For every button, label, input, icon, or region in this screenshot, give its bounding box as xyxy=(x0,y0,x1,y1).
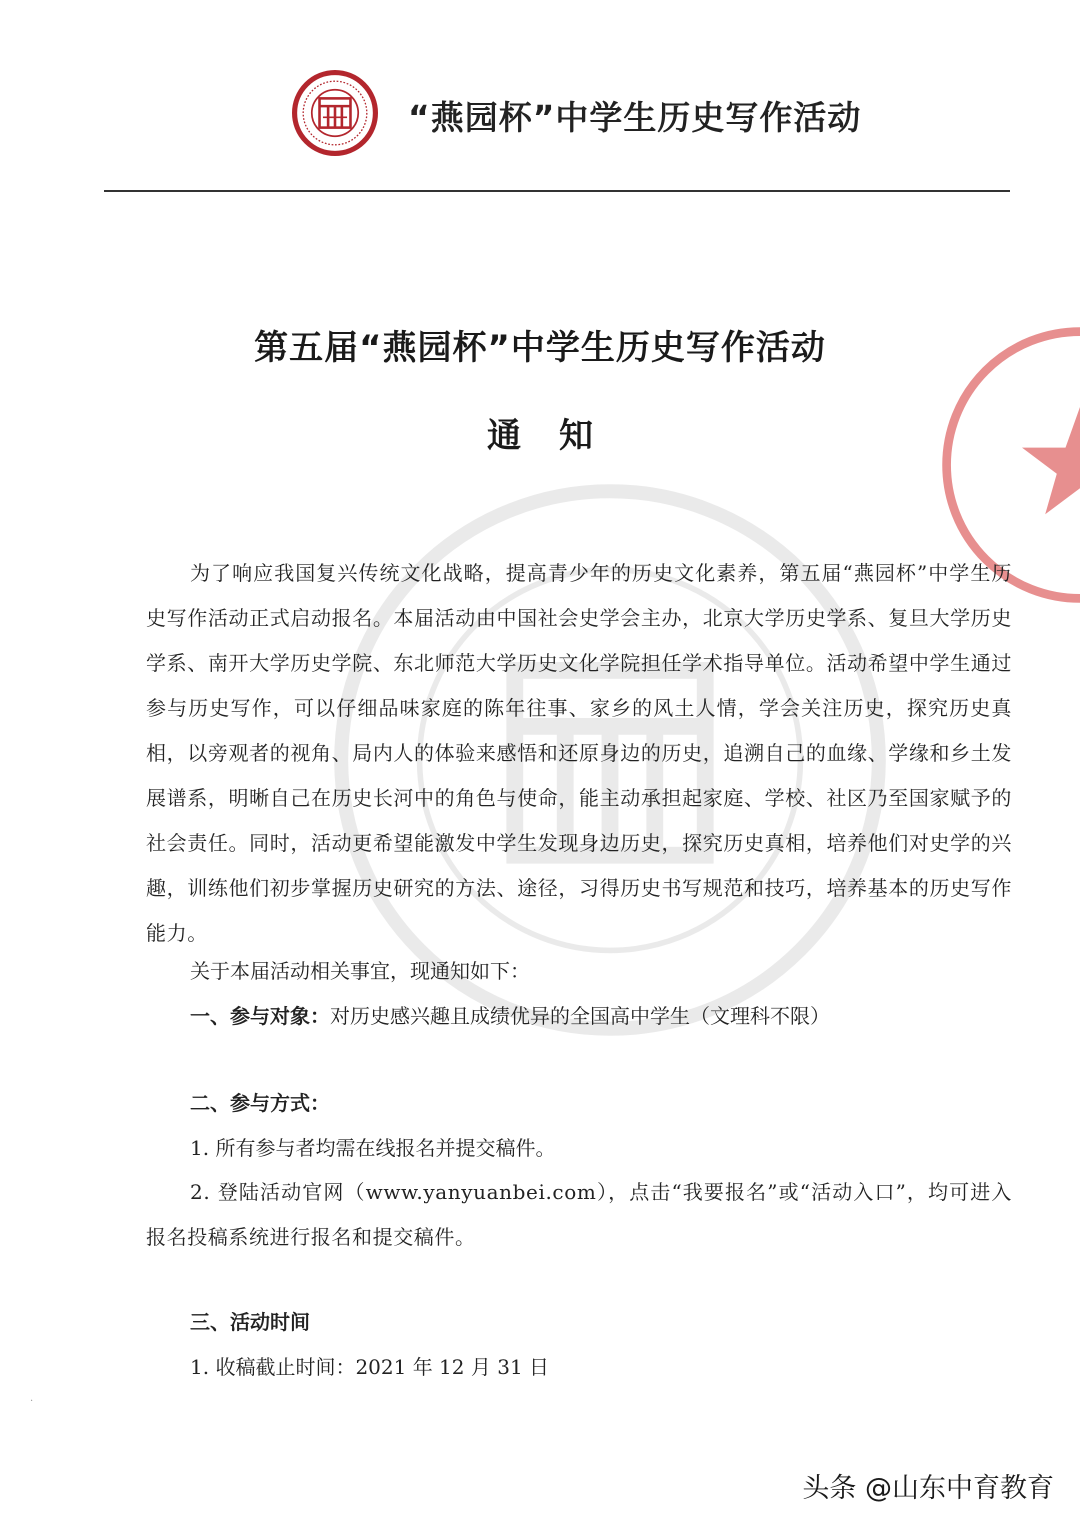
section-1 xyxy=(190,1001,830,1031)
section-1-heading: 一、参与对象： xyxy=(190,1004,330,1028)
seal-logo-icon xyxy=(292,70,378,156)
section-2-item-2: 2. 登陆活动官网（www.yanyuanbei.com），点击“我要报名”或“活动入口”，均可进入报名投稿系统进行报名和提交稿件。 xyxy=(146,1180,1012,1249)
section-3-item-1: 1. 收稿截止时间：2021 年 12 月 31 日 xyxy=(190,1355,550,1379)
section-1-text: 对历史感兴趣且成绩优异的全国高中学生（文理科不限） xyxy=(330,1004,830,1028)
document-title: 第五届“燕园杯”中学生历史写作活动 xyxy=(254,328,826,368)
intro-paragraph: 为了响应我国复兴传统文化战略，提高青少年的历史文化素养，第五届“燕园杯”中学生历史写作活动正式启动报名。本届活动由中国社会史学会主办，北京大学历史学系、复旦大学历史学系、南开大学历史学院、东北师范大学历史文化学院担任学术指导单位。活动希望中学生通过参与历史写作，可以仔细品味家庭的陈年往事、家乡的风土人情，学会关注历史，探究历史真相，以旁观者的视角、局内人的体验来感悟和还原身边的历史，追溯自己的血缘、学缘和乡土发展谱系，明晰自己在历史长河中的角色与使命，能主动承担起家庭、学校、社区乃至国家赋予的社会责任。同时，活动更希望能激发中学生发现身边历史，探究历史真相，培养他们对史学的兴趣，训练他们初步掌握历史研究的方法、途径，习得历史书写规范和技巧，培养基本的历史写作能力。 xyxy=(146,561,1012,945)
section-2-heading: 二、参与方式： xyxy=(190,1091,330,1115)
header-divider xyxy=(104,190,1010,192)
corner-mark: . xyxy=(30,1393,34,1404)
source-watermark: 头条 @山东中育教育 xyxy=(802,1473,1054,1504)
section-2-item-1: 1. 所有参与者均需在线报名并提交稿件。 xyxy=(190,1136,556,1160)
notice-line: 关于本届活动相关事宜，现通知如下： xyxy=(190,959,530,983)
header-title: “燕园杯”中学生历史写作活动 xyxy=(408,98,862,137)
document-subtitle: 通知 xyxy=(487,416,631,456)
section-3-heading: 三、活动时间 xyxy=(190,1310,310,1334)
